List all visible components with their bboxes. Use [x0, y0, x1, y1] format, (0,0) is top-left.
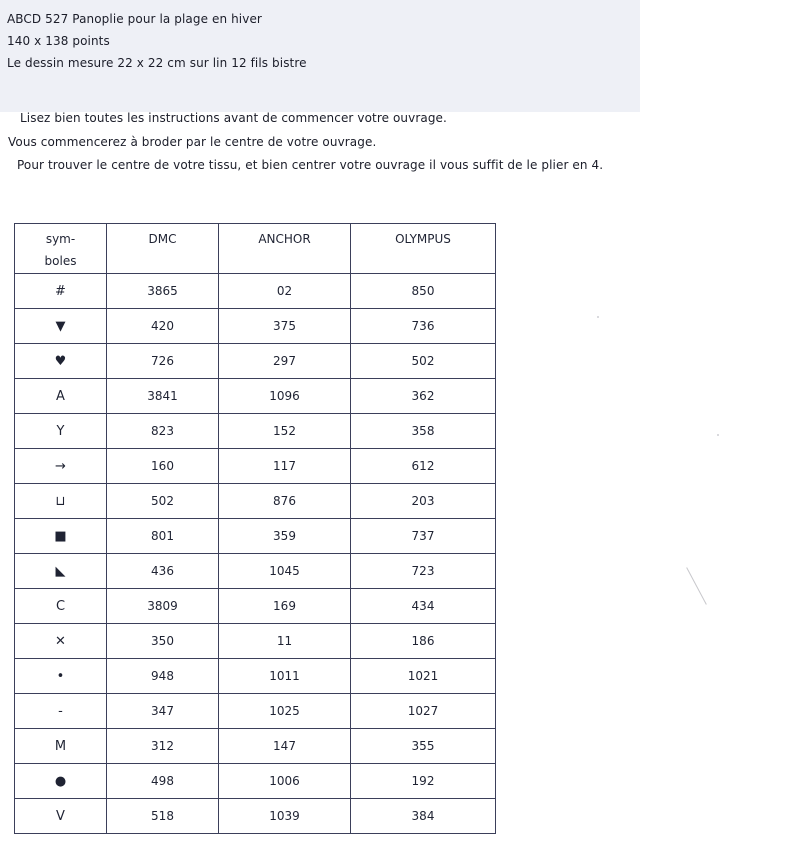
- dmc-cell: 801: [107, 519, 219, 554]
- symbol-cell: ♥: [15, 344, 107, 379]
- table-row: [15, 484, 496, 519]
- table-row: [15, 344, 496, 379]
- instruction-line-3: Pour trouver le centre de votre tissu, et bien centrer votre ouvrage il vous suffit de le plier en 4.: [17, 158, 604, 172]
- symbol-cell: •: [15, 659, 107, 694]
- table-row: [15, 379, 496, 414]
- anchor-cell: 359: [219, 519, 351, 554]
- olympus-cell: 203: [351, 484, 496, 519]
- pattern-size-points: 140 x 138 points: [7, 34, 110, 48]
- olympus-cell: 502: [351, 344, 496, 379]
- table-row: [15, 764, 496, 799]
- dmc-cell: 498: [107, 764, 219, 799]
- dmc-cell: 347: [107, 694, 219, 729]
- symbol-cell: Y: [15, 414, 107, 449]
- dmc-cell: 312: [107, 729, 219, 764]
- anchor-cell: 1011: [219, 659, 351, 694]
- dmc-cell: 420: [107, 309, 219, 344]
- symbol-cell: ⊔: [15, 484, 107, 519]
- symbol-cell: ◣: [15, 554, 107, 589]
- olympus-cell: 384: [351, 799, 496, 834]
- symbol-cell: ▼: [15, 309, 107, 344]
- dmc-cell: 436: [107, 554, 219, 589]
- symbols-header-line-2: boles: [44, 254, 77, 268]
- table-row: [15, 624, 496, 659]
- olympus-cell: 358: [351, 414, 496, 449]
- olympus-cell: 192: [351, 764, 496, 799]
- dmc-cell: 518: [107, 799, 219, 834]
- dmc-cell: 3865: [107, 274, 219, 309]
- paper-speck: [717, 434, 719, 436]
- table-row: [15, 309, 496, 344]
- anchor-cell: 1039: [219, 799, 351, 834]
- dmc-cell: 350: [107, 624, 219, 659]
- dmc-cell: 726: [107, 344, 219, 379]
- paper-mark: [686, 567, 707, 605]
- table-row: [15, 414, 496, 449]
- symbol-cell: ■: [15, 519, 107, 554]
- symbol-cell: M: [15, 729, 107, 764]
- symbol-cell: -: [15, 694, 107, 729]
- pattern-measure: Le dessin mesure 22 x 22 cm sur lin 12 fils bistre: [7, 56, 307, 70]
- anchor-cell: 147: [219, 729, 351, 764]
- olympus-cell: 850: [351, 274, 496, 309]
- anchor-cell: 1045: [219, 554, 351, 589]
- dmc-cell: 3809: [107, 589, 219, 624]
- symbol-cell: ✕: [15, 624, 107, 659]
- olympus-cell: 737: [351, 519, 496, 554]
- table-row: [15, 729, 496, 764]
- anchor-cell: 297: [219, 344, 351, 379]
- symbol-cell: ●: [15, 764, 107, 799]
- olympus-cell: 736: [351, 309, 496, 344]
- table-row: [15, 554, 496, 589]
- olympus-column-header: OLYMPUS: [351, 224, 496, 274]
- table-row: [15, 589, 496, 624]
- anchor-cell: 11: [219, 624, 351, 659]
- olympus-cell: 1021: [351, 659, 496, 694]
- symbol-cell: #: [15, 274, 107, 309]
- table-row: [15, 694, 496, 729]
- table-row: [15, 659, 496, 694]
- dmc-cell: 3841: [107, 379, 219, 414]
- dmc-cell: 948: [107, 659, 219, 694]
- anchor-cell: 02: [219, 274, 351, 309]
- olympus-cell: 723: [351, 554, 496, 589]
- symbol-cell: C: [15, 589, 107, 624]
- instruction-line-2: Vous commencerez à broder par le centre de votre ouvrage.: [8, 135, 377, 149]
- table-row: [15, 519, 496, 554]
- dmc-cell: 823: [107, 414, 219, 449]
- olympus-cell: 1027: [351, 694, 496, 729]
- symbols-header-line-1: sym-: [45, 232, 76, 246]
- anchor-cell: 117: [219, 449, 351, 484]
- olympus-cell: 362: [351, 379, 496, 414]
- symbol-cell: →: [15, 449, 107, 484]
- olympus-cell: 612: [351, 449, 496, 484]
- anchor-cell: 1096: [219, 379, 351, 414]
- dmc-column-header: DMC: [107, 224, 219, 274]
- anchor-column-header: ANCHOR: [219, 224, 351, 274]
- anchor-cell: 375: [219, 309, 351, 344]
- symbol-cell: V: [15, 799, 107, 834]
- pattern-title: ABCD 527 Panoplie pour la plage en hiver: [7, 12, 262, 26]
- anchor-cell: 876: [219, 484, 351, 519]
- table-row: [15, 274, 496, 309]
- symbol-cell: A: [15, 379, 107, 414]
- dmc-cell: 160: [107, 449, 219, 484]
- table-header-row: [15, 224, 496, 274]
- dmc-cell: 502: [107, 484, 219, 519]
- anchor-cell: 1006: [219, 764, 351, 799]
- table-row: [15, 449, 496, 484]
- thread-conversion-table: [14, 223, 496, 834]
- olympus-cell: 434: [351, 589, 496, 624]
- olympus-cell: 355: [351, 729, 496, 764]
- anchor-cell: 169: [219, 589, 351, 624]
- paper-speck: [597, 316, 599, 318]
- anchor-cell: 152: [219, 414, 351, 449]
- table-row: [15, 799, 496, 834]
- anchor-cell: 1025: [219, 694, 351, 729]
- symbols-column-header: [15, 224, 107, 274]
- instruction-line-1: Lisez bien toutes les instructions avant de commencer votre ouvrage.: [20, 111, 447, 125]
- olympus-cell: 186: [351, 624, 496, 659]
